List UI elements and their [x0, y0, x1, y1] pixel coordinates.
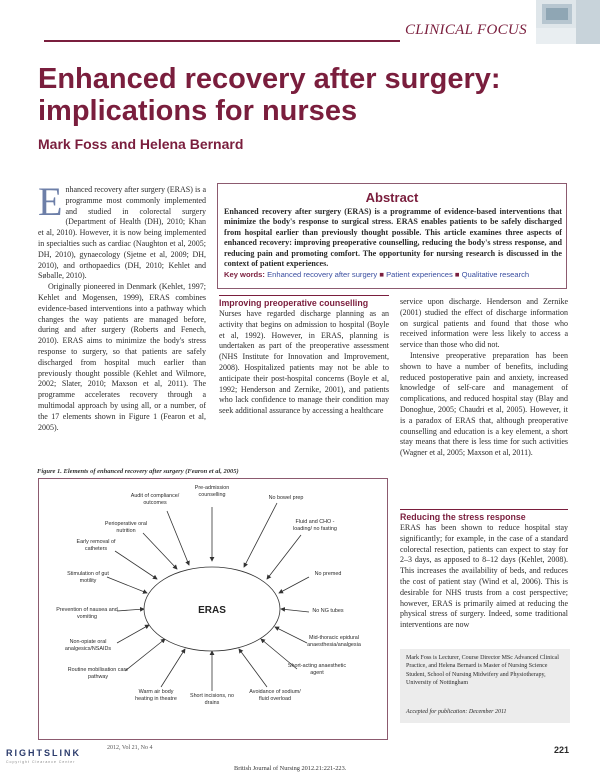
eras-element-label: Stimulation of gut motility [67, 571, 109, 584]
eras-element-label: Prevention of nausea and vomiting [56, 607, 118, 620]
eras-element-label: No premed [314, 571, 342, 577]
intro-paragraph-2: Originally pioneered in Denmark (Kehlet, 1997; Kehlet and Mogensen, 1999), ERAS combines evidence-based interventions into a pathway which changes the way patients are managed before, during and after surgery (Roberts and Fenech, 2010). ERAS aims to minimize the body's stress response to surgery, so that patients are safely discharged from hospital much earlier than previously thought possible (Kehlet and Wilmore, 2002; Slater, 2010; Maxson et al, 2011). The programme accelerates recovery through a multimodal approach by using all, or a number, of the 17 elements shown in Figure 1 (Fearon et al, 2005). [38, 282, 206, 432]
section-stress [400, 509, 568, 631]
section-label: CLINICAL FOCUS [405, 22, 527, 38]
abstract-heading: Abstract [365, 190, 419, 205]
eras-element-arrow [143, 533, 177, 569]
eras-element-label: Non-opiate oral analgesics/NSAIDs [64, 639, 112, 652]
eras-element-arrow [167, 511, 189, 565]
author-info-text: Mark Foss is Lecturer, Course Director MSc Advanced Clinical Practice, and Helena Bernard is Master of Nursing Science Student, School of Nursing Midwifery and Physiotherapy, University of Nottingham [406, 655, 559, 686]
stress-paragraph: ERAS has been shown to reduce hospital stay significantly; for example, in the case of a standard colorectal resection, patients can expect to stay for 2–3 days, as apposed to 8–12 days (Kehlet, 2008). This increases the availability of beds, and reduces the cost of patient stay (Wind et al, 2006). This is desirable for NHS trusts from a cost perspective; however, ERAS is primarily aimed at reducing the physical stress of surgery. Indeed, some traditional interventions are now [400, 523, 568, 630]
page-title: Enhanced recovery after surgery: implications for nurses [38, 63, 501, 127]
rightslink-logo: RIGHTSLINK [6, 748, 81, 758]
figure-box [38, 478, 388, 740]
section-preop-col2 [400, 297, 568, 459]
keywords: Key words: Enhanced recovery after surgery ■ Patient experiences ■ Qualitative research [224, 270, 530, 279]
eras-element-label: Pre-admission counselling [194, 485, 230, 498]
intro-column [38, 179, 206, 433]
clinical-photo [536, 0, 600, 44]
intro-paragraph-1: nhanced recovery after surgery (ERAS) is a programme most commonly implemented and studied in colorectal surgery (Department of Health (DH), 2010; Khan et al, 2010). However, it is now being implemented in specialties such as cardiac (Naughton et al, 2005; DH, 2010), gynaecology (Sjetne et al, 2009; DH, 2010), and orthopaedics (DH, 2010; Kehlet and Søballe, 2010). [38, 185, 206, 281]
eras-element-label: No NG tubes [312, 608, 344, 614]
page-number: 221 [554, 745, 570, 755]
eras-element-arrow [239, 649, 267, 687]
eras-element-arrow [267, 535, 301, 579]
author-line: Mark Foss and Helena Bernard [38, 136, 244, 152]
preop-paragraph-3: Intensive preoperative preparation has been shown to have a number of benefits, including reduced postoperative pain and anxiety, increased knowledge of self-care and management of complications, and reduced hospital stay (Blay and Donoghue, 2005; Chaudri et al, 2005). However, it is a paradox of ERAS that, although preoperative counselling and education is a key element, a short stay means that there is less time for such activities (Wagner et al, 2005; Maxson et al, 2011). [400, 350, 568, 458]
eras-element-label: Avoidance of sodium/ fluid overload [249, 689, 301, 702]
figure-caption: Figure 1. Elements of enhanced recovery after surgery (Fearon et al, 2005) [37, 468, 239, 475]
citation: British Journal of Nursing 2012.21:221-223. [234, 765, 347, 772]
preop-paragraph-1: Nurses have regarded discharge planning as an activity that begins on admission to hospital (Boyle et al, 1992). However, in ERAS, planning is undertaken as part of the preoperative assessment (NHS Institute for Innovation and Improvement, 2008). Hospitalized patients may not be able to anticipate their post-hospital concerns (Boyle et al, 1992; Henderson and Zernike, 2001), and patients who lack confidence to manage their condition may seek additional assurance by accessing a healthcare [219, 309, 389, 416]
keyword: Enhanced recovery after surgery [267, 270, 378, 279]
eras-element-label: Warm air body heating in theatre [135, 689, 177, 702]
center-label: ERAS [198, 605, 226, 616]
eras-element-label: Mid-thoracic epidural anaesthesia/analgesia [307, 635, 361, 648]
drop-cap: E [38, 179, 63, 224]
eras-element-arrow [125, 639, 165, 671]
eras-element-label: Routine mobilisation care pathway [67, 667, 129, 680]
eras-element-arrow [117, 625, 149, 643]
eras-element-arrow [279, 577, 309, 593]
keyword: Qualitative research [461, 270, 530, 279]
eras-element-arrow [244, 503, 277, 567]
eras-element-label: Audit of compliance/ outcomes [130, 493, 180, 506]
rightslink-sub: Copyright Clearance Center [6, 760, 76, 764]
journal-issue: 2012, Vol 21, No 4 [107, 745, 153, 751]
subheading-preop: Improving preoperative counselling [219, 295, 389, 308]
eras-element-label: No bowel prep [268, 495, 304, 501]
section-preop-col1 [219, 295, 389, 417]
keywords-label: Key words: [224, 270, 265, 279]
abstract-box [217, 183, 567, 289]
eras-element-label: Fluid and CHO - loading/ no fasting [293, 519, 337, 532]
subheading-stress: Reducing the stress response [400, 509, 568, 522]
eras-element-label: Short-acting anaesthetic agent [287, 663, 347, 676]
eras-element-arrow [161, 649, 185, 687]
eras-element-label: Short incisions, no drains [189, 693, 235, 706]
keyword: Patient experiences [386, 270, 453, 279]
header-rule [44, 40, 400, 42]
eras-element-label: Perioperative oral nutrition [104, 521, 148, 534]
eras-element-arrow [107, 577, 147, 593]
preop-paragraph-2: service upon discharge. Henderson and Zernike (2001) studied the effect of discharge information on surgical patients and found that those who received information were less likely to access a service than those who did not. [400, 297, 568, 350]
author-info-box [400, 649, 570, 723]
accepted-date: Accepted for publication: December 2011 [406, 709, 507, 715]
eras-element-arrow [115, 551, 157, 579]
eras-element-label: Early removal of catheters [76, 539, 116, 552]
abstract-body: Enhanced recovery after surgery (ERAS) is a programme of evidence-based interventions that minimize the body's response to surgical stress. ERAS enables patients to be safely discharged from hospital earlier than previously thought possible. This article examines three aspects of enhanced recovery: improving preoperative counselling, reducing the body's stress response, and reducing pain and promoting comfort. The opportunity for nursing research is discussed in the context of patient experiences. [224, 207, 562, 269]
